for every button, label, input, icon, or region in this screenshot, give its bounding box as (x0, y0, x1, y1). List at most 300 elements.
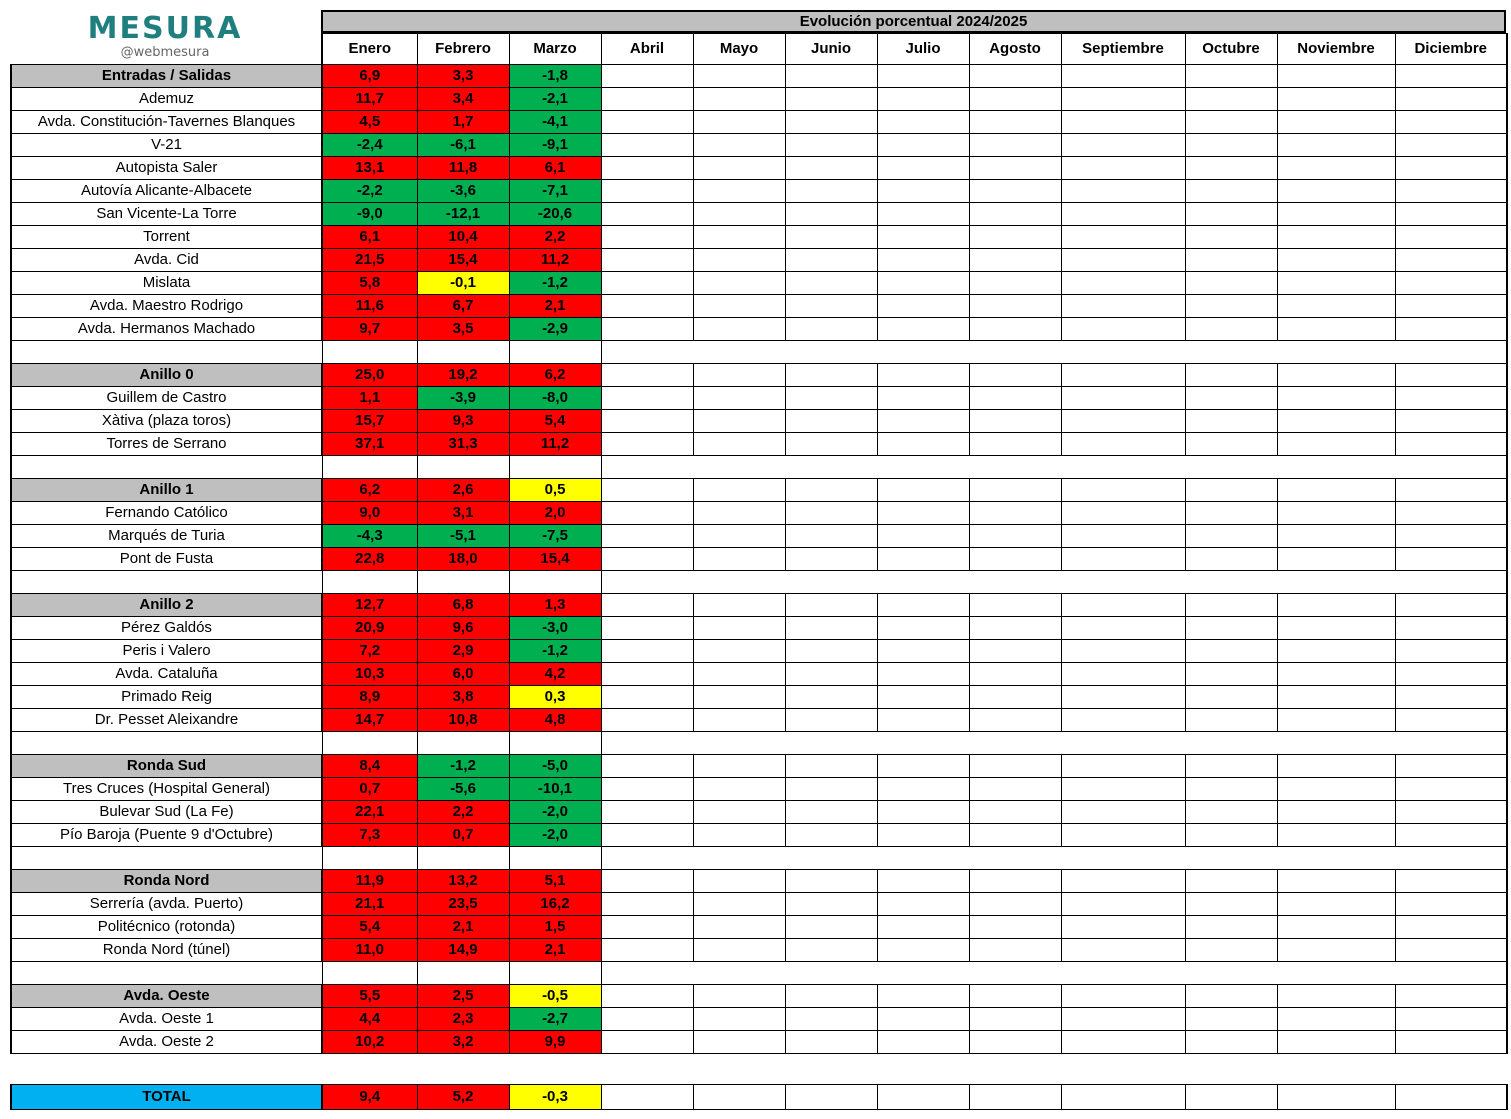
empty-cell-julio (877, 203, 969, 226)
empty-cell-mayo (693, 249, 785, 272)
value-cell-febrero: -0,1 (417, 272, 509, 295)
row-label-pont-de-fusta: Pont de Fusta (11, 548, 322, 571)
empty-cell-agosto (969, 295, 1061, 318)
empty-cell-agosto (969, 548, 1061, 571)
separator-cell (417, 847, 509, 870)
empty-cell-mayo (693, 203, 785, 226)
empty-cell-junio (785, 65, 877, 88)
empty-cell-mayo (693, 893, 785, 916)
separator-cell (1277, 456, 1395, 479)
empty-cell-septiembre (1061, 433, 1185, 456)
empty-cell-diciembre (1395, 203, 1507, 226)
empty-cell-diciembre (1395, 893, 1507, 916)
row-label-bulevar-sud-la-fe: Bulevar Sud (La Fe) (11, 801, 322, 824)
empty-cell-noviembre (1277, 479, 1395, 502)
separator-cell (509, 341, 601, 364)
table-title: Evolución porcentual 2024/2025 (321, 10, 1506, 33)
empty-cell-diciembre (1395, 479, 1507, 502)
group-label-avda-oeste: Avda. Oeste (11, 985, 322, 1008)
table-row (11, 387, 1507, 410)
empty-cell-mayo (693, 801, 785, 824)
table-row (11, 433, 1507, 456)
row-label-ademuz: Ademuz (11, 88, 322, 111)
table-row (11, 502, 1507, 525)
empty-cell-junio (785, 617, 877, 640)
table-row (11, 801, 1507, 824)
value-cell-marzo: -2,1 (509, 88, 601, 111)
empty-cell-octubre (1185, 778, 1277, 801)
month-header-febrero: Febrero (417, 34, 509, 65)
empty-cell-abril (601, 801, 693, 824)
table-row (11, 272, 1507, 295)
value-cell-enero: 5,4 (322, 916, 417, 939)
empty-cell-diciembre (1395, 548, 1507, 571)
row-label-serreria-avda-puerto: Serrería (avda. Puerto) (11, 893, 322, 916)
group-row (11, 755, 1507, 778)
separator-cell (509, 456, 601, 479)
row-label-avda-oeste-2: Avda. Oeste 2 (11, 1031, 322, 1054)
empty-cell-agosto (969, 755, 1061, 778)
value-cell-enero: 9,0 (322, 502, 417, 525)
table-row (11, 157, 1507, 180)
total-table (10, 1084, 1508, 1110)
value-cell-enero: 7,2 (322, 640, 417, 663)
value-cell-enero: 25,0 (322, 364, 417, 387)
empty-cell-agosto (969, 870, 1061, 893)
value-cell-enero: 14,7 (322, 709, 417, 732)
row-label-tres-cruces-hospital-general: Tres Cruces (Hospital General) (11, 778, 322, 801)
value-cell-enero: 5,5 (322, 985, 417, 1008)
empty-cell-septiembre (1061, 525, 1185, 548)
separator-cell (785, 456, 877, 479)
empty-cell-mayo (693, 88, 785, 111)
separator-cell (509, 571, 601, 594)
separator-cell (1277, 571, 1395, 594)
empty-cell-octubre (1185, 364, 1277, 387)
empty-cell-septiembre (1061, 548, 1185, 571)
table-row (11, 111, 1507, 134)
empty-cell-junio (785, 203, 877, 226)
empty-cell-julio (877, 985, 969, 1008)
empty-cell-abril (601, 525, 693, 548)
empty-cell-agosto (969, 985, 1061, 1008)
empty-cell-diciembre (1395, 65, 1507, 88)
month-header-noviembre: Noviembre (1277, 34, 1395, 65)
empty-cell-septiembre (1061, 364, 1185, 387)
empty-cell-diciembre (1395, 226, 1507, 249)
separator-cell (1185, 341, 1277, 364)
separator-row (11, 962, 1507, 985)
value-cell-enero: 9,7 (322, 318, 417, 341)
empty-cell-noviembre (1277, 226, 1395, 249)
empty-cell-julio (877, 433, 969, 456)
separator-cell (1277, 847, 1395, 870)
separator-cell (969, 456, 1061, 479)
empty-cell-agosto (969, 893, 1061, 916)
empty-cell-julio (877, 916, 969, 939)
separator-cell (877, 571, 969, 594)
value-cell-marzo: -2,0 (509, 824, 601, 847)
empty-cell-mayo (693, 479, 785, 502)
empty-cell-mayo (693, 1008, 785, 1031)
empty-cell-agosto (969, 686, 1061, 709)
empty-cell-mayo (693, 111, 785, 134)
row-label-v-21: V-21 (11, 134, 322, 157)
row-label-autovia-alicante-albacete: Autovía Alicante-Albacete (11, 180, 322, 203)
empty-cell-mayo (693, 617, 785, 640)
value-cell-febrero: 2,6 (417, 479, 509, 502)
separator-cell (11, 456, 322, 479)
group-label-ronda-nord: Ronda Nord (11, 870, 322, 893)
empty-cell-septiembre (1061, 594, 1185, 617)
group-label-entradas-salidas: Entradas / Salidas (11, 65, 322, 88)
empty-cell-noviembre (1277, 709, 1395, 732)
empty-cell-junio (785, 1031, 877, 1054)
month-header-mayo: Mayo (693, 34, 785, 65)
empty-cell-noviembre (1277, 1008, 1395, 1031)
empty-cell-julio (877, 157, 969, 180)
separator-cell (1395, 732, 1507, 755)
empty-cell-julio (877, 1031, 969, 1054)
empty-cell-septiembre (1061, 410, 1185, 433)
empty-cell-junio (785, 939, 877, 962)
empty-cell-agosto (969, 778, 1061, 801)
separator-cell (785, 962, 877, 985)
value-cell-febrero: 3,2 (417, 1031, 509, 1054)
value-cell-enero: 11,6 (322, 295, 417, 318)
separator-cell (1395, 571, 1507, 594)
empty-cell-diciembre (1395, 387, 1507, 410)
separator-row (11, 341, 1507, 364)
empty-cell-octubre (1185, 433, 1277, 456)
value-cell-febrero: 3,4 (417, 88, 509, 111)
empty-cell-septiembre (1061, 157, 1185, 180)
empty-cell-septiembre (1061, 134, 1185, 157)
empty-cell-abril (601, 870, 693, 893)
empty-cell-diciembre (1395, 1031, 1507, 1054)
value-cell-febrero: 11,8 (417, 157, 509, 180)
value-cell-febrero: 6,0 (417, 663, 509, 686)
separator-cell (11, 847, 322, 870)
empty-cell-abril (601, 410, 693, 433)
value-cell-enero: 10,2 (322, 1031, 417, 1054)
empty-cell-junio (785, 893, 877, 916)
empty-cell-noviembre (1277, 272, 1395, 295)
value-cell-marzo: -2,0 (509, 801, 601, 824)
empty-cell-diciembre (1395, 824, 1507, 847)
empty-cell-agosto (969, 1031, 1061, 1054)
value-cell-febrero: 9,6 (417, 617, 509, 640)
empty-cell-noviembre (1277, 870, 1395, 893)
separator-cell (969, 732, 1061, 755)
value-cell-febrero: 1,7 (417, 111, 509, 134)
empty-cell-noviembre (1277, 824, 1395, 847)
empty-cell-julio (877, 134, 969, 157)
row-label-politecnico-rotonda: Politécnico (rotonda) (11, 916, 322, 939)
empty-cell-diciembre (1395, 617, 1507, 640)
table-row (11, 226, 1507, 249)
empty-cell-julio (877, 778, 969, 801)
empty-cell-diciembre (1395, 755, 1507, 778)
empty-cell-septiembre (1061, 663, 1185, 686)
empty-cell-abril (601, 226, 693, 249)
separator-cell (1277, 962, 1395, 985)
empty-cell-julio (877, 640, 969, 663)
empty-cell-abril (601, 111, 693, 134)
separator-cell (601, 847, 693, 870)
empty-cell-agosto (969, 249, 1061, 272)
empty-cell-septiembre (1061, 295, 1185, 318)
empty-cell-julio (877, 111, 969, 134)
empty-cell-septiembre (1061, 755, 1185, 778)
separator-cell (877, 847, 969, 870)
empty-cell-septiembre (1061, 617, 1185, 640)
empty-cell-noviembre (1277, 364, 1395, 387)
month-header-agosto: Agosto (969, 34, 1061, 65)
value-cell-febrero: 2,1 (417, 916, 509, 939)
separator-cell (417, 962, 509, 985)
group-row (11, 594, 1507, 617)
empty-cell-agosto (969, 410, 1061, 433)
row-label-peris-i-valero: Peris i Valero (11, 640, 322, 663)
table-row (11, 640, 1507, 663)
empty-cell-abril (601, 433, 693, 456)
empty-cell-diciembre (1395, 88, 1507, 111)
empty-cell-junio (785, 985, 877, 1008)
empty-cell-octubre (1185, 134, 1277, 157)
value-cell-enero: 12,7 (322, 594, 417, 617)
separator-cell (969, 571, 1061, 594)
separator-cell (1277, 732, 1395, 755)
table-row (11, 1008, 1507, 1031)
empty-cell-julio (877, 1008, 969, 1031)
group-row (11, 364, 1507, 387)
empty-cell-mayo (693, 1031, 785, 1054)
empty-cell-noviembre (1277, 134, 1395, 157)
empty-cell-junio (785, 272, 877, 295)
value-cell-enero: 13,1 (322, 157, 417, 180)
empty-cell-agosto (969, 594, 1061, 617)
value-cell-febrero: -3,9 (417, 387, 509, 410)
value-cell-enero: 20,9 (322, 617, 417, 640)
empty-cell-mayo (693, 134, 785, 157)
empty-cell-julio (877, 939, 969, 962)
empty-cell-abril (601, 65, 693, 88)
separator-cell (1185, 847, 1277, 870)
value-cell-marzo: 1,3 (509, 594, 601, 617)
empty-cell-septiembre (1061, 387, 1185, 410)
value-cell-enero: 1,1 (322, 387, 417, 410)
empty-cell-abril (601, 985, 693, 1008)
row-label-primado-reig: Primado Reig (11, 686, 322, 709)
empty-cell-noviembre (1277, 686, 1395, 709)
empty-cell-octubre (1185, 295, 1277, 318)
separator-cell (1185, 962, 1277, 985)
empty-cell-diciembre (1395, 709, 1507, 732)
empty-cell-julio (877, 824, 969, 847)
value-cell-febrero: 0,7 (417, 824, 509, 847)
empty-cell-octubre (1185, 226, 1277, 249)
value-cell-marzo: -3,0 (509, 617, 601, 640)
value-cell-febrero: -6,1 (417, 134, 509, 157)
value-cell-febrero: -5,6 (417, 778, 509, 801)
value-cell-febrero: 3,8 (417, 686, 509, 709)
empty-cell-agosto (969, 134, 1061, 157)
empty-cell-mayo (693, 410, 785, 433)
row-label-avda-constitucion-tavernes-blanques: Avda. Constitución-Tavernes Blanques (11, 111, 322, 134)
empty-cell-octubre (1185, 1031, 1277, 1054)
empty-cell-septiembre (1061, 1085, 1185, 1110)
empty-cell-septiembre (1061, 686, 1185, 709)
value-cell-marzo: -1,2 (509, 272, 601, 295)
separator-cell (785, 732, 877, 755)
separator-cell (1185, 456, 1277, 479)
separator-cell (877, 341, 969, 364)
empty-cell-mayo (693, 502, 785, 525)
empty-cell-junio (785, 157, 877, 180)
value-cell-enero: -4,3 (322, 525, 417, 548)
group-row (11, 870, 1507, 893)
empty-cell-mayo (693, 157, 785, 180)
value-cell-enero: 11,7 (322, 88, 417, 111)
empty-cell-octubre (1185, 249, 1277, 272)
separator-cell (417, 732, 509, 755)
empty-cell-julio (877, 502, 969, 525)
value-cell-febrero: -1,2 (417, 755, 509, 778)
empty-cell-diciembre (1395, 111, 1507, 134)
value-cell-febrero: 2,5 (417, 985, 509, 1008)
empty-cell-noviembre (1277, 502, 1395, 525)
empty-cell-noviembre (1277, 180, 1395, 203)
empty-cell-junio (785, 134, 877, 157)
empty-cell-septiembre (1061, 870, 1185, 893)
empty-cell-julio (877, 295, 969, 318)
group-label-anillo-1: Anillo 1 (11, 479, 322, 502)
empty-cell-noviembre (1277, 387, 1395, 410)
empty-cell-junio (785, 548, 877, 571)
empty-cell-abril (601, 548, 693, 571)
empty-cell-octubre (1185, 617, 1277, 640)
separator-cell (509, 847, 601, 870)
empty-cell-abril (601, 778, 693, 801)
value-cell-febrero: 14,9 (417, 939, 509, 962)
empty-cell-noviembre (1277, 203, 1395, 226)
value-cell-enero: 11,0 (322, 939, 417, 962)
table-row (11, 203, 1507, 226)
separator-cell (11, 962, 322, 985)
value-cell-enero: 10,3 (322, 663, 417, 686)
table-row (11, 295, 1507, 318)
empty-cell-julio (877, 180, 969, 203)
empty-cell-noviembre (1277, 88, 1395, 111)
value-cell-enero: 4,4 (322, 1008, 417, 1031)
separator-cell (1185, 571, 1277, 594)
separator-cell (1395, 962, 1507, 985)
value-cell-marzo: -1,8 (509, 65, 601, 88)
value-cell-marzo: 0,5 (509, 479, 601, 502)
empty-cell-mayo (693, 939, 785, 962)
empty-cell-noviembre (1277, 433, 1395, 456)
value-cell-marzo: 0,3 (509, 686, 601, 709)
value-cell-marzo: -0,3 (509, 1085, 601, 1110)
empty-cell-octubre (1185, 410, 1277, 433)
empty-cell-abril (601, 939, 693, 962)
empty-cell-mayo (693, 272, 785, 295)
row-label-guillem-de-castro: Guillem de Castro (11, 387, 322, 410)
empty-cell-mayo (693, 65, 785, 88)
empty-cell-diciembre (1395, 870, 1507, 893)
empty-cell-abril (601, 663, 693, 686)
empty-cell-mayo (693, 640, 785, 663)
group-row (11, 65, 1507, 88)
separator-cell (322, 341, 417, 364)
empty-cell-mayo (693, 548, 785, 571)
empty-cell-noviembre (1277, 755, 1395, 778)
empty-cell-mayo (693, 318, 785, 341)
row-label-torrent: Torrent (11, 226, 322, 249)
empty-cell-mayo (693, 824, 785, 847)
empty-cell-junio (785, 226, 877, 249)
table-row (11, 824, 1507, 847)
group-label-anillo-0: Anillo 0 (11, 364, 322, 387)
empty-cell-julio (877, 1085, 969, 1110)
value-cell-marzo: 11,2 (509, 433, 601, 456)
empty-cell-julio (877, 755, 969, 778)
value-cell-enero: 7,3 (322, 824, 417, 847)
empty-cell-noviembre (1277, 939, 1395, 962)
value-cell-febrero: 18,0 (417, 548, 509, 571)
value-cell-marzo: 6,2 (509, 364, 601, 387)
empty-cell-junio (785, 640, 877, 663)
value-cell-febrero: -3,6 (417, 180, 509, 203)
row-label-total: TOTAL (11, 1085, 322, 1110)
empty-cell-agosto (969, 272, 1061, 295)
empty-cell-septiembre (1061, 939, 1185, 962)
table-row (11, 893, 1507, 916)
empty-cell-diciembre (1395, 410, 1507, 433)
empty-cell-octubre (1185, 88, 1277, 111)
separator-cell (1061, 732, 1185, 755)
empty-cell-agosto (969, 226, 1061, 249)
separator-cell (1061, 456, 1185, 479)
separator-cell (877, 456, 969, 479)
empty-cell-agosto (969, 640, 1061, 663)
empty-cell-octubre (1185, 893, 1277, 916)
empty-cell-septiembre (1061, 203, 1185, 226)
empty-cell-mayo (693, 180, 785, 203)
empty-cell-mayo (693, 433, 785, 456)
empty-cell-abril (601, 180, 693, 203)
empty-cell-agosto (969, 433, 1061, 456)
separator-cell (322, 847, 417, 870)
empty-cell-julio (877, 387, 969, 410)
separator-cell (601, 962, 693, 985)
empty-cell-mayo (693, 594, 785, 617)
empty-cell-octubre (1185, 65, 1277, 88)
empty-cell-diciembre (1395, 939, 1507, 962)
empty-cell-septiembre (1061, 893, 1185, 916)
empty-cell-agosto (969, 203, 1061, 226)
value-cell-marzo: -4,1 (509, 111, 601, 134)
value-cell-marzo: -2,9 (509, 318, 601, 341)
empty-cell-octubre (1185, 318, 1277, 341)
empty-cell-octubre (1185, 203, 1277, 226)
empty-cell-junio (785, 433, 877, 456)
empty-cell-noviembre (1277, 617, 1395, 640)
row-label-san-vicente-la-torre: San Vicente-La Torre (11, 203, 322, 226)
empty-cell-julio (877, 249, 969, 272)
value-cell-febrero: 5,2 (417, 1085, 509, 1110)
